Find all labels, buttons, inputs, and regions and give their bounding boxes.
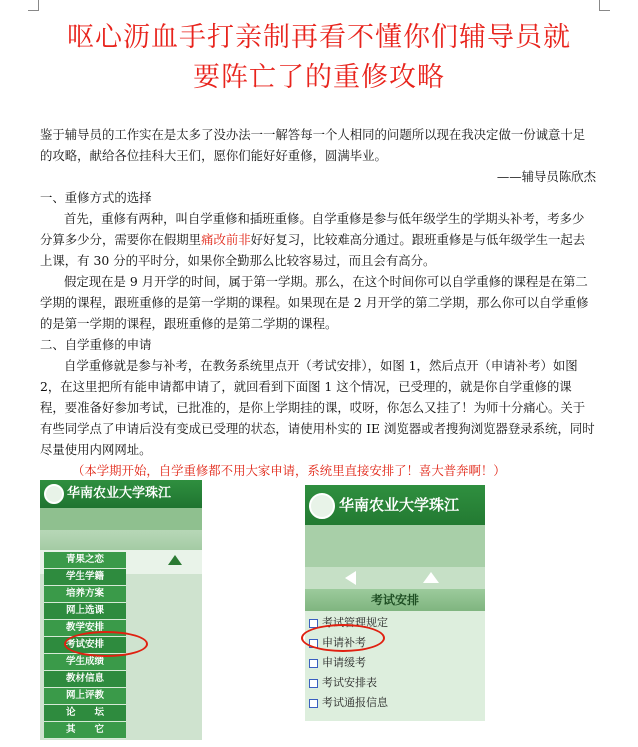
intro-paragraph: 鉴于辅导员的工作实在是太多了没办法一一解答每一个人相同的问题所以现在我决定做一份诚意十足的攻略，献给各位挂科大王们，愿你们能好好重修，圆满毕业。 xyxy=(40,127,586,163)
bullet-icon xyxy=(309,659,318,668)
menu-item-exam-schedule[interactable]: 考试安排 xyxy=(44,637,126,654)
submenu-label: 考试通报信息 xyxy=(322,696,388,709)
highlight-text: 痛改前非 xyxy=(201,232,251,247)
notice-text: （本学期开始，自学重修都不用大家申请，系统里直接安排了！喜大普奔啊！） xyxy=(72,463,506,478)
menu-item[interactable]: 学生成绩 xyxy=(44,654,126,671)
bullet-icon xyxy=(309,699,318,708)
figure2-screenshot xyxy=(305,485,485,721)
document-title xyxy=(0,18,638,98)
figure1-banner xyxy=(40,480,202,508)
figure2-band xyxy=(305,525,485,567)
crop-mark-right xyxy=(599,0,610,11)
section1-p1-part-a: 首先，重修有两种，叫自学重修和插班重修。自学重修是参与低年级学生的学期头补考，考多少分算多少分，需要你在假期里 xyxy=(40,211,585,247)
menu-item[interactable]: 青果之恋 xyxy=(44,552,126,569)
highlight-circle xyxy=(301,624,385,652)
arrow-up-icon[interactable] xyxy=(168,555,182,565)
menu-item[interactable]: 论 坛 xyxy=(44,705,126,722)
arrow-up-icon[interactable] xyxy=(423,572,439,583)
signature: ——辅导员陈欣杰 xyxy=(496,169,596,184)
submenu-label: 考试管理规定 xyxy=(322,616,388,629)
submenu-item[interactable] xyxy=(305,653,485,673)
menu-item[interactable]: 教学安排 xyxy=(44,620,126,637)
menu-item[interactable]: 网上选课 xyxy=(44,603,126,620)
submenu-item[interactable] xyxy=(305,693,485,713)
university-logo-icon xyxy=(309,493,335,519)
section2-heading: 二、自学重修的申请 xyxy=(40,337,152,352)
submenu-item[interactable] xyxy=(305,673,485,693)
section1-p1-part-b: 好好复习，比较难高分通过。跟班重修是与低年级学生一起去上课，有 30 分的平时分，如果你全勤那么比较容易过，而且会有高分。 xyxy=(40,232,586,268)
figure2-section-header: 考试安排 xyxy=(305,589,485,611)
section1-paragraph2: 假定现在是 9 月开学的时间，属于第一学期。那么，在这个时间你可以自学重修的课程是在第二学期的课程，跟班重修的是第一学期的课程。如果现在是 2 月开学的第二学期，那么你可以自学重修的是第一学期的课程，跟班重修的是第二学期的课程。 xyxy=(40,274,589,331)
figure2-banner xyxy=(305,485,485,525)
arrow-left-icon[interactable] xyxy=(345,571,356,585)
title-line-1: 呕心沥血手打亲制再看不懂你们辅导员就 xyxy=(67,22,571,53)
document-body xyxy=(40,124,596,481)
title-line-2: 要阵亡了的重修攻略 xyxy=(193,62,445,93)
menu-item[interactable]: 培养方案 xyxy=(44,586,126,603)
figure2-nav-arrows xyxy=(305,567,485,589)
crop-mark-left xyxy=(28,0,39,11)
menu-item[interactable]: 教材信息 xyxy=(44,671,126,688)
menu-item[interactable]: 网上评教 xyxy=(44,688,126,705)
menu-item[interactable]: 其 它 xyxy=(44,722,126,739)
figure2-banner-text: 华南农业大学珠江 xyxy=(339,496,460,514)
submenu-label: 申请缓考 xyxy=(322,656,366,669)
menu-item[interactable]: 学生学籍 xyxy=(44,569,126,586)
figure1-banner-text: 华南农业大学珠江 xyxy=(67,486,172,501)
section2-paragraph1: 自学重修就是参与补考，在教务系统里点开（考试安排），如图 1，然后点开（申请补考）如图 2，在这里把所有能申请都申请了，就回看到下面图 1 这个情况，已受理的，就是你自学重修的课程，要准备好参加考试，已批准的，是你上学期挂的课，哎呀，你怎么又挂了！为师十分痛心。关于有些同学点了申请后没有变成已受理的状态，请使用朴实的 IE 浏览器或者搜狗浏览器登录系统，同时尽量使用内网网址。 xyxy=(40,358,595,457)
section1-heading: 一、重修方式的选择 xyxy=(40,190,152,205)
university-logo-icon xyxy=(44,484,64,504)
section1-paragraph1 xyxy=(40,208,596,271)
figure1-band2 xyxy=(40,530,202,550)
highlight-circle xyxy=(64,631,148,657)
submenu-label: 考试安排表 xyxy=(322,676,377,689)
figure1-band xyxy=(40,508,202,530)
bullet-icon xyxy=(309,679,318,688)
submenu-label: 申请补考 xyxy=(322,636,366,649)
